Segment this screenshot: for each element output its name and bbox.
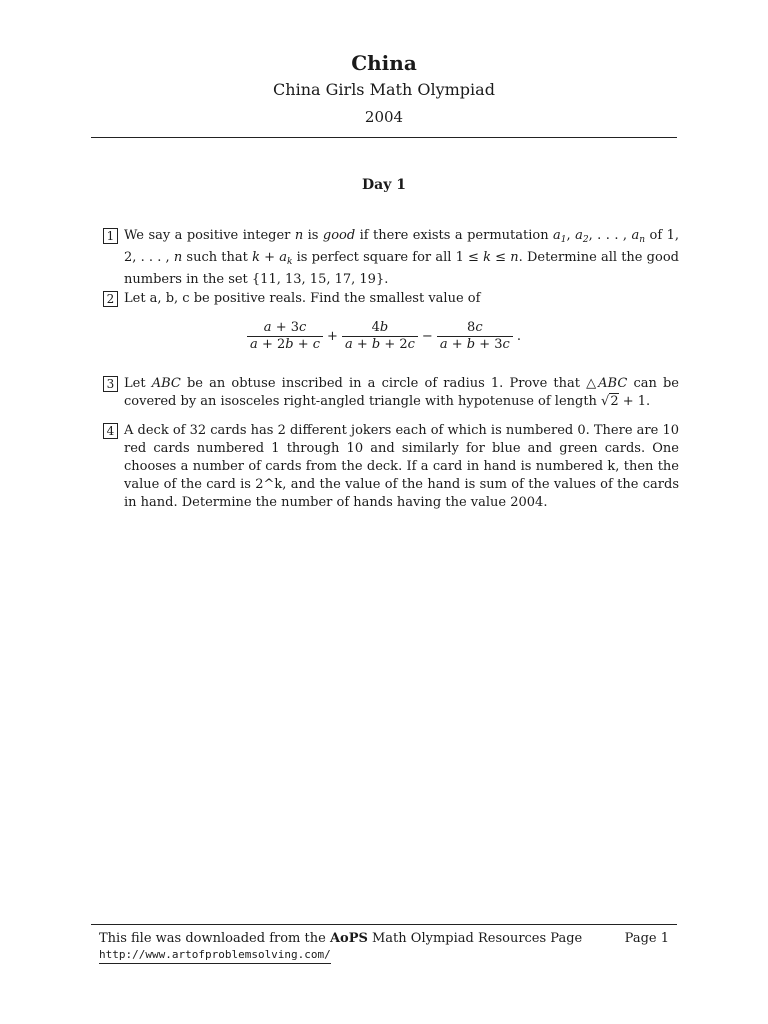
footer-source-prefix: This file was downloaded from the [99, 931, 326, 946]
problem-3 [103, 375, 679, 411]
fraction: $\frac{8c}{a + b + 3c}$ [437, 320, 513, 353]
problem-text: We say a positive integer n is good if there exists a permutation $a_1$, $a_2$, . . . , $a_n$ of 1, 2, . . . , n such that $k + a_k$ is perfect square for all 1 ≤ k ≤ n. Determine all the good numbers in the set {11, 13, 15, 17, 19}. [124, 228, 679, 287]
problem-2 [103, 290, 679, 308]
problem-number-box: 3 [103, 376, 118, 392]
footer-source-suffix: Math Olympiad Resources Page [372, 931, 583, 946]
page-number: Page 1 [624, 931, 669, 946]
footer-brand: AoPS [329, 931, 368, 946]
country-title: China [351, 51, 417, 75]
problem-number-box: 2 [103, 291, 118, 307]
day-heading: Day 1 [362, 177, 406, 193]
display-equation: $\frac{a + 3c}{a + 2b + c}$ + $\frac{4b}{a + b + 2c}$ − $\frac{8c}{a + b + 3c}$ . [0, 320, 768, 360]
problem-1 [103, 227, 679, 289]
problem-text: Let ABC be an obtuse inscribed in a circle of radius 1. Prove that △ABC can be covered by an isosceles right-angled triangle with hypotenuse of length √2 + 1. [124, 376, 680, 409]
problem-text: A deck of 32 cards has 2 different jokers each of which is numbered 0. There are 10 red cards numbered 1 through 10 and similarly for blue and green cards. One chooses a number of cards from the deck. If a card in hand is numbered k, then the value of the card is 2^k, and the value of the hand is sum of the values of the cards in hand. Determine the number of hands having the value 2004. [124, 423, 679, 510]
problem-number-box: 1 [103, 228, 118, 244]
footer-url-link[interactable]: http://www.artofproblemsolving.com/ [99, 947, 331, 964]
document-header [0, 50, 768, 128]
competition-title: China Girls Math Olympiad [273, 80, 495, 99]
competition-year: 2004 [364, 108, 404, 126]
fraction: $\frac{a + 3c}{a + 2b + c}$ [247, 320, 323, 353]
problem-number-box: 4 [103, 423, 118, 439]
footer-divider [91, 924, 677, 925]
footer-source [99, 930, 582, 948]
problem-4 [103, 422, 679, 512]
fraction: $\frac{4b}{a + b + 2c}$ [342, 320, 418, 353]
problem-text: Let a, b, c be positive reals. Find the smallest value of [124, 291, 481, 306]
header-divider [91, 137, 677, 138]
